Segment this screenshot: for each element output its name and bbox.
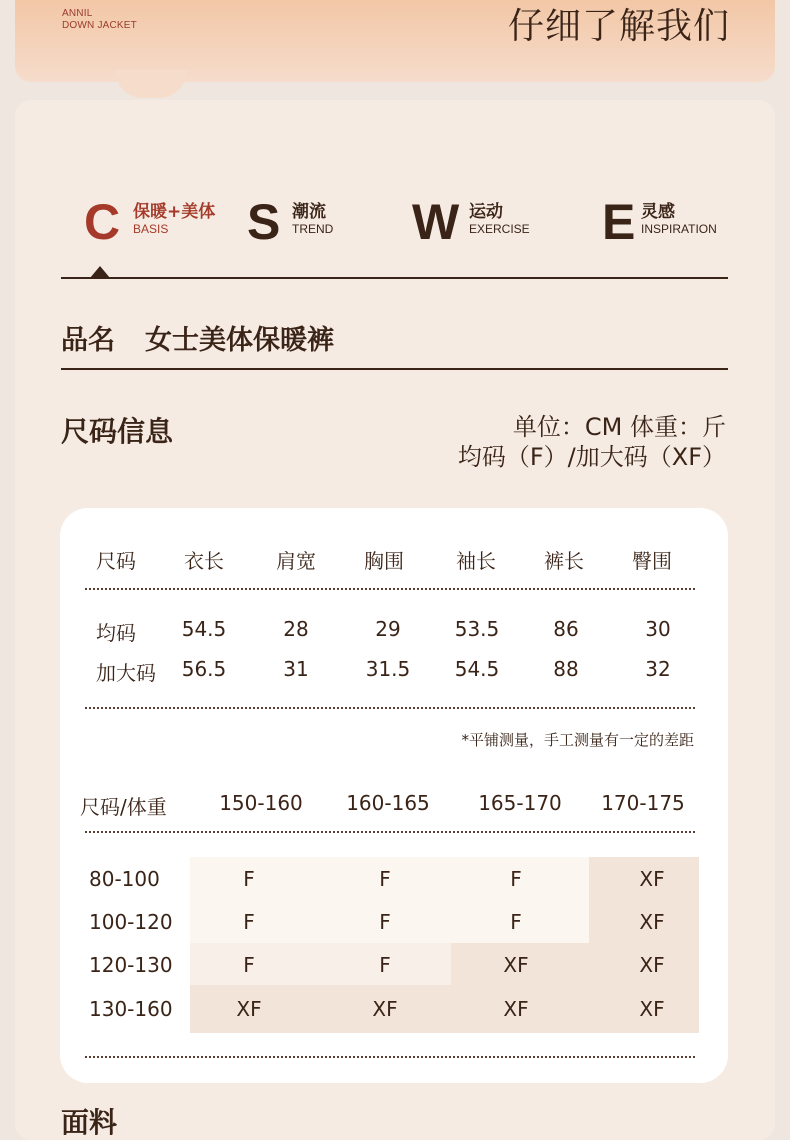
size-cell: 28: [283, 617, 309, 641]
weight-cell: XF: [236, 997, 262, 1021]
weight-cell: XF: [639, 997, 665, 1021]
size-row-label: 加大码: [96, 661, 156, 685]
tab-letter: S: [247, 194, 281, 250]
tabs-divider: [61, 277, 728, 279]
unit-info: [458, 412, 726, 472]
size-section-title: 尺码信息: [61, 415, 174, 448]
tab-label-cn: 潮流: [292, 202, 326, 222]
tab-inspiration[interactable]: [602, 196, 732, 248]
tab-trend[interactable]: [247, 196, 357, 248]
size-header: 肩宽: [276, 549, 316, 573]
product-divider: [61, 368, 728, 370]
unit-line-1: 单位：CM 体重：斤: [512, 413, 726, 441]
unit-line-2: 均码（F）/加大码（XF）: [457, 443, 726, 471]
weight-cell: F: [510, 910, 522, 934]
size-header: 袖长: [456, 549, 496, 573]
size-header: 衣长: [184, 549, 224, 573]
size-header: 尺码: [96, 549, 136, 573]
weight-cell: F: [510, 867, 522, 891]
dotted-divider: [85, 707, 695, 709]
tab-label-en: BASIS: [133, 222, 169, 236]
tab-basis[interactable]: [84, 196, 234, 248]
weight-cell: F: [243, 910, 255, 934]
weight-cell: XF: [639, 910, 665, 934]
weight-cell: XF: [639, 867, 665, 891]
weight-row-label: 120-130: [89, 953, 173, 977]
size-cell: 29: [375, 617, 401, 641]
tab-label-cn: 运动: [469, 202, 503, 222]
tab-exercise[interactable]: [412, 196, 542, 248]
next-section-title: 面料: [61, 1106, 118, 1139]
weight-cell: F: [243, 867, 255, 891]
size-cell: 31: [283, 657, 309, 681]
dotted-divider: [85, 1056, 695, 1058]
weight-cell: F: [243, 953, 255, 977]
size-cell: 53.5: [454, 617, 500, 641]
tab-label-en: EXERCISE: [469, 222, 530, 236]
weight-row-label: 100-120: [89, 910, 173, 934]
size-cell: 30: [645, 617, 671, 641]
product-name: 女士美体保暖裤: [145, 325, 334, 356]
product-name-row: [61, 318, 334, 357]
measurement-note: *平铺测量，手工测量有一定的差距: [461, 731, 694, 749]
weight-row-label: 130-160: [89, 997, 173, 1021]
size-cell: 31.5: [365, 657, 411, 681]
weight-cell: F: [379, 910, 391, 934]
tab-label-cn: 灵感: [641, 202, 675, 222]
size-cell: 86: [553, 617, 579, 641]
dotted-divider: [85, 588, 695, 590]
size-cell: 54.5: [454, 657, 500, 681]
size-header: 胸围: [364, 549, 404, 573]
weight-cell: XF: [639, 953, 665, 977]
tab-letter: W: [412, 194, 460, 250]
size-cell: 54.5: [181, 617, 227, 641]
weight-column-header: 170-175: [601, 791, 685, 815]
weight-row-label: 80-100: [89, 867, 160, 891]
tab-label-en: TREND: [292, 222, 334, 236]
weight-cell: XF: [503, 953, 529, 977]
header-tab-notch: [115, 70, 187, 98]
tab-label-cn: 保暖+美体: [133, 202, 216, 222]
tab-letter: E: [602, 194, 636, 250]
weight-cell: XF: [503, 997, 529, 1021]
size-header: 臀围: [632, 549, 672, 573]
weight-cell: F: [379, 867, 391, 891]
brand-logo: [62, 8, 137, 32]
dotted-divider: [85, 831, 695, 833]
size-cell: 32: [645, 657, 671, 681]
weight-corner-label: 尺码/体重: [80, 795, 167, 819]
size-row-label: 均码: [96, 621, 136, 645]
size-cell: 56.5: [181, 657, 227, 681]
weight-column-header: 165-170: [478, 791, 562, 815]
size-header: 裤长: [544, 549, 584, 573]
weight-column-header: 150-160: [219, 791, 303, 815]
brand-line-1: ANNIL: [62, 8, 93, 19]
xf-zone: [190, 985, 699, 1033]
f-zone-mid: [190, 943, 451, 985]
weight-column-header: 160-165: [346, 791, 430, 815]
weight-cell: XF: [372, 997, 398, 1021]
brand-line-2: DOWN JACKET: [62, 20, 137, 31]
tab-label-en: INSPIRATION: [641, 222, 717, 236]
tab-letter: C: [84, 194, 121, 250]
product-label: 品名: [61, 325, 115, 356]
size-cell: 88: [553, 657, 579, 681]
header-title: 仔细了解我们: [507, 6, 730, 47]
weight-cell: F: [379, 953, 391, 977]
